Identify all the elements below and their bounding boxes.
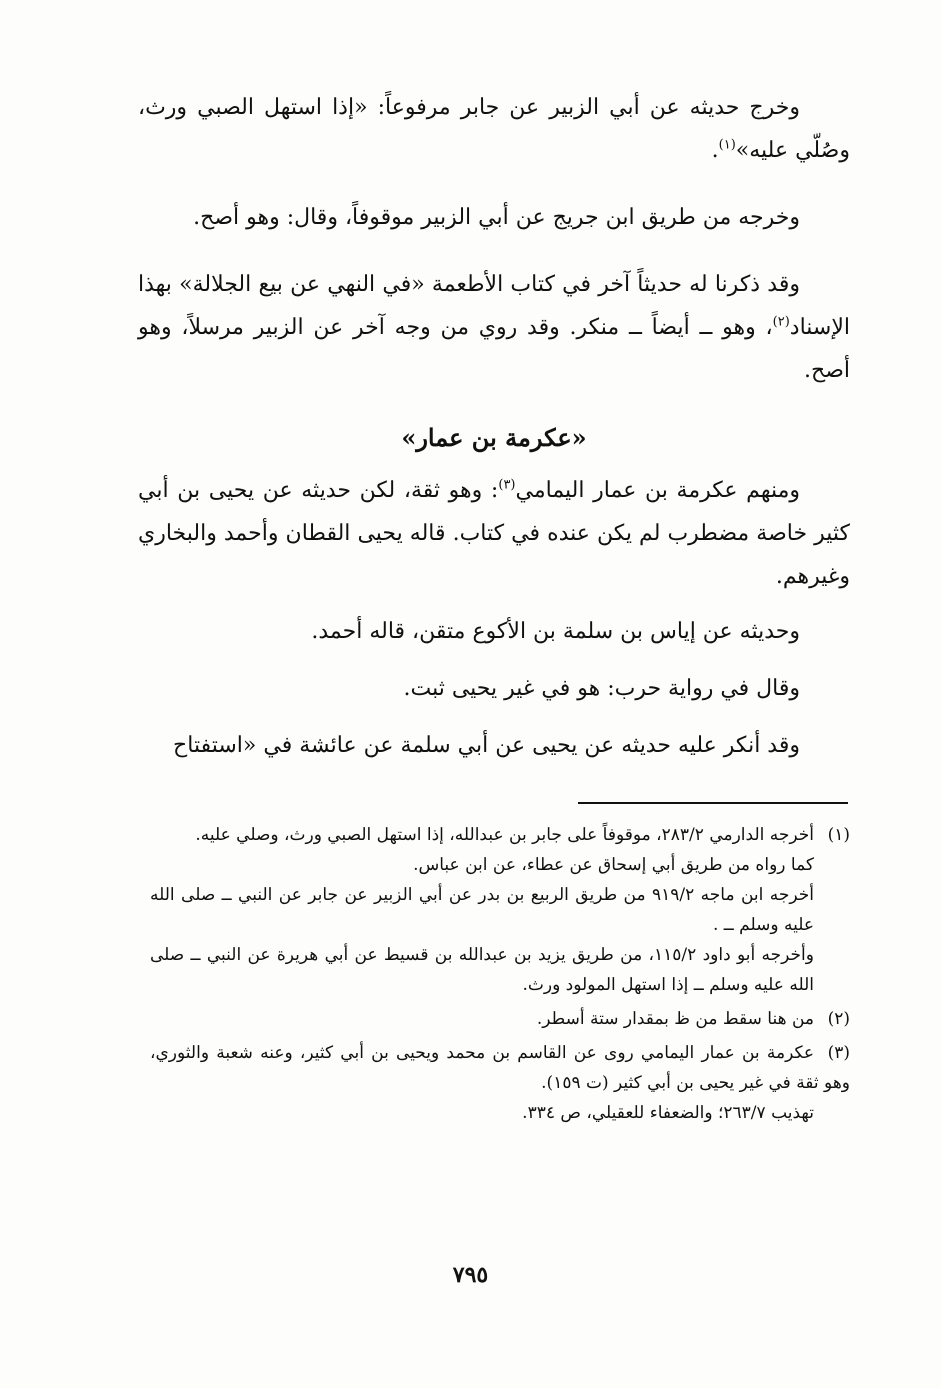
footnote-ref-3: (٣) [498,477,516,493]
paragraph-3 [138,263,850,392]
footnote-3-number: (٣) [827,1043,850,1063]
footnote-2-number: (٢) [827,1009,850,1029]
paragraph-3-text-a: وقد ذكرنا له حديثاً آخر في كتاب الأطعمة «في النهي عن بيع الجلالة» بهذا الإسناد [138,272,850,340]
footnote-divider [578,802,848,804]
paragraph-1 [138,86,850,172]
page-number: ٧٩٥ [452,1262,489,1288]
footnote-1-line-3: أخرجه ابن ماجه ٩١٩/٢ من طريق الربيع بن بدر عن أبي الزبير عن جابر عن النبي ــ صلى الله عليه وسلم ــ . [150,885,814,935]
footnote-3-line-2: تهذيب ٢٦٣/٧؛ والضعفاء للعقيلي، ص ٣٣٤. [522,1103,814,1123]
paragraph-2: وخرجه من طريق ابن جريج عن أبي الزبير موقوفاً، وقال: وهو أصح. [193,205,800,230]
footnote-ref-1: (١) [718,137,736,153]
footnote-ref-2: (٢) [772,314,790,330]
paragraph-6: وقال في رواية حرب: هو في غير يحيى ثبت. [403,676,800,701]
main-text [138,86,850,781]
paragraph-1-text: وخرج حديثه عن أبي الزبير عن جابر مرفوعاً: «إذا استهل الصبي ورث، وصُلّي عليه» [138,95,850,163]
paragraph-3-text-b: ، وهو ــ أيضاً ــ منكر. وقد روي من وجه آخر عن الزبير مرسلاً، وهو أصح. [138,315,850,383]
footnotes [150,820,850,1132]
footnote-1-line-2: كما رواه من طريق أبي إسحاق عن عطاء، عن ابن عباس. [413,855,814,875]
paragraph-1-end: . [711,138,719,163]
paragraph-4 [138,469,850,598]
footnote-1-number: (١) [827,825,850,845]
footnote-1-line-4: وأخرجه أبو داود ١١٥/٢، من طريق يزيد بن عبدالله بن قسيط عن أبي هريرة عن النبي ــ صلى الله عليه وسلم ــ إذا استهل المولود ورث. [150,945,814,995]
footnote-2-text: من هنا سقط من ظ بمقدار ستة أسطر. [536,1009,814,1029]
footnote-2 [150,1004,850,1034]
paragraph-7: وقد أنكر عليه حديثه عن يحيى عن أبي سلمة عن عائشة في «استفتاح [173,733,800,758]
footnote-3-line-1: عكرمة بن عمار اليمامي روى عن القاسم بن محمد ويحيى بن أبي كثير، وعنه شعبة والثوري، وهو ثقة في غير يحيى بن أبي كثير (ت ١٥٩). [150,1043,850,1093]
footnote-1 [150,820,850,1000]
section-heading: «عكرمة بن عمار» [401,423,587,452]
footnote-1-line-1: أخرجه الدارمي ٢٨٣/٢، موقوفاً على جابر بن عبدالله، إذا استهل الصبي ورث، وصلي عليه. [195,825,814,845]
paragraph-4-text-b: : وهو ثقة، لكن حديثه عن يحيى بن أبي كثير خاصة مضطرب لم يكن عنده في كتاب. قاله يحيى القطان وأحمد والبخاري وغيرهم. [138,478,850,589]
paragraph-5: وحديثه عن إياس بن سلمة بن الأكوع متقن، قاله أحمد. [311,619,800,644]
paragraph-4-text-a: ومنهم عكرمة بن عمار اليمامي [515,478,801,503]
footnote-3 [150,1038,850,1128]
